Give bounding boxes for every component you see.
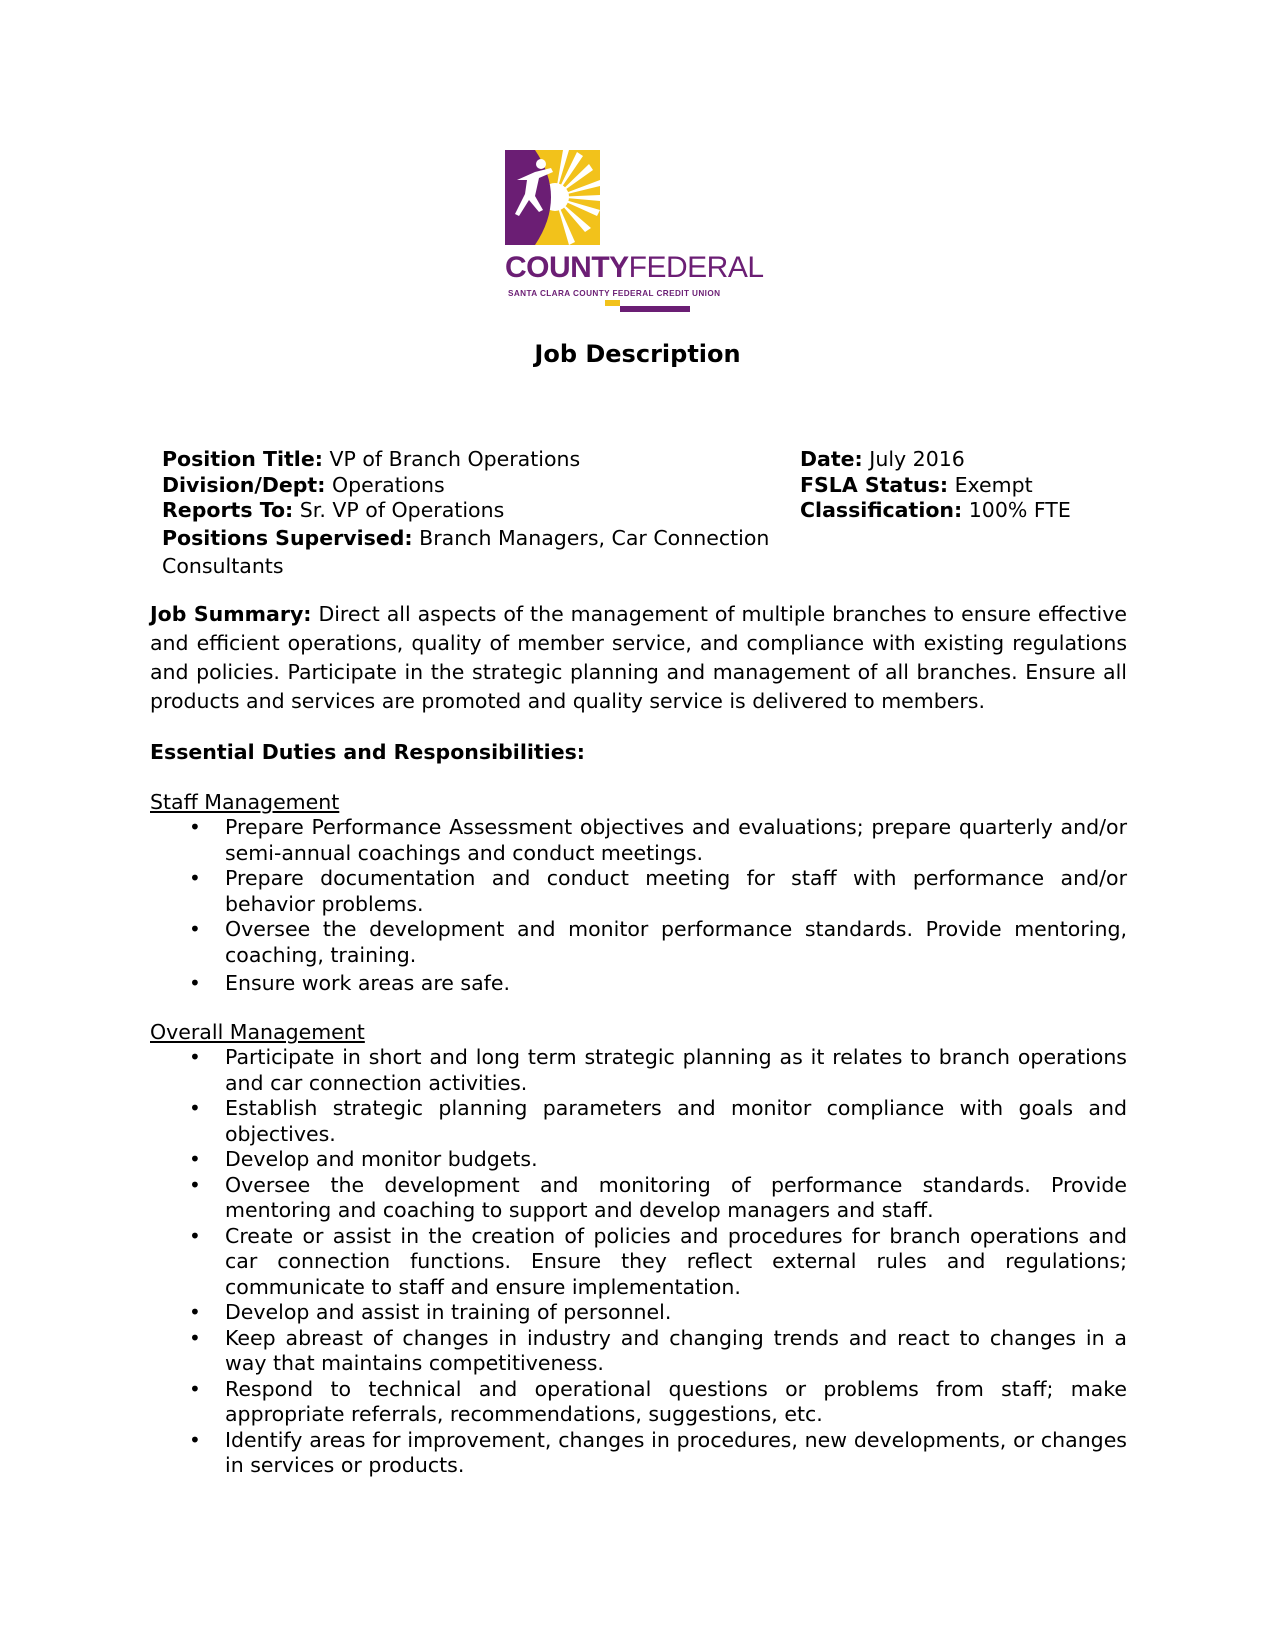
list-item-text: Respond to technical and operational questions or problems from staff; make appropriate referrals, recommendations, suggestions, etc. [225,1376,1127,1426]
logo-wordmark [505,253,765,283]
logo-brand-bold: COUNTY [505,251,629,284]
list-item [150,917,1127,968]
classification-label: Classification: [800,498,963,522]
bullet-icon: • [189,1147,201,1171]
job-summary-text: Direct all aspects of the management of multiple branches to ensure effective and efficient operations, quality of member service, and compliance with existing regulations and policies. Participate in the strategic planning and management of all branches. Ensure all products and services are promoted and quality service is delivered to members. [150,602,1127,713]
reports-to-label: Reports To: [162,498,294,522]
list-item-text: Develop and monitor budgets. [225,1147,538,1171]
bullet-icon: • [189,1325,201,1350]
bullet-icon: • [189,1223,201,1248]
list-item-text: Oversee the development and monitoring of performance standards. Provide mentoring and coaching to support and develop managers and staff. [225,1172,1127,1222]
bullet-icon: • [189,815,201,839]
bullet-icon: • [189,1172,201,1197]
positions-supervised-value: Branch Managers, Car Connection Consultants [162,525,770,578]
logo-bar-gold [605,300,620,306]
list-item [150,1045,1127,1096]
date-label: Date: [800,447,863,471]
position-info [162,447,782,580]
bullet-icon: • [189,917,201,941]
staff-management-heading: Staff Management [150,790,340,814]
date-row [800,447,1220,473]
list-item-text: Create or assist in the creation of policies and procedures for branch operations and car connection functions. Ensure they reflect external rules and regulations; communicate to staff and ensure implementation. [225,1223,1127,1299]
page-title: Job Description [534,340,741,368]
list-item [150,815,1127,866]
list-item [150,971,1127,997]
list-item-text: Oversee the development and monitor performance standards. Provide mentoring, coaching, training. [225,917,1127,967]
fsla-row [800,473,1220,499]
overall-management-heading: Overall Management [150,1020,365,1044]
list-item-text: Prepare Performance Assessment objectives and evaluations; prepare quarterly and/or semi-annual coachings and conduct meetings. [225,815,1127,865]
position-title-value: VP of Branch Operations [329,447,581,471]
list-item-text: Ensure work areas are safe. [225,971,511,995]
list-item [150,1173,1127,1224]
list-item-text: Keep abreast of changes in industry and changing trends and react to changes in a way that maintains competitiveness. [225,1325,1127,1375]
logo-emblem-icon [505,150,600,245]
list-item [150,1428,1127,1479]
bullet-icon: • [189,1096,201,1120]
list-item [150,1326,1127,1377]
positions-supervised-row [162,524,782,580]
logo-brand-light: FEDERAL [628,251,764,284]
status-info [800,447,1220,524]
list-item-text: Participate in short and long term strategic planning as it relates to branch operations and car connection activities. [225,1045,1127,1095]
division-row [162,473,782,499]
list-item-text: Develop and assist in training of personnel. [225,1300,672,1324]
positions-supervised-label: Positions Supervised: [162,525,413,550]
company-logo [505,150,765,315]
bullet-icon: • [189,1045,201,1069]
bullet-icon: • [189,1300,201,1324]
bullet-icon: • [189,1427,201,1452]
list-item [150,1300,1127,1326]
bullet-icon: • [189,1376,201,1401]
overall-management-list [150,1045,1127,1479]
list-item [150,1096,1127,1147]
classification-row [800,498,1220,524]
list-item [150,1377,1127,1428]
logo-bar-purple [620,306,690,312]
list-item-text: Establish strategic planning parameters and monitor compliance with goals and objectives. [225,1096,1127,1146]
list-item-text: Prepare documentation and conduct meeting for staff with performance and/or behavior problems. [225,866,1127,916]
list-item [150,1147,1127,1173]
fsla-label: FSLA Status: [800,472,949,497]
classification-value: 100% FTE [968,498,1071,522]
logo-tagline: SANTA CLARA COUNTY FEDERAL CREDIT UNION [508,289,721,298]
list-item [150,866,1127,917]
bullet-icon: • [189,866,201,890]
staff-management-list [150,815,1127,997]
list-item-text: Identify areas for improvement, changes in procedures, new developments, or changes in services or products. [225,1427,1127,1477]
bullet-icon: • [189,971,201,995]
job-summary [150,600,1127,716]
division-value: Operations [331,472,445,497]
division-label: Division/Dept: [162,472,326,497]
fsla-value: Exempt [954,472,1033,497]
position-title-row [162,447,782,473]
position-title-label: Position Title: [162,447,323,471]
date-value: July 2016 [869,447,965,471]
reports-to-row [162,498,782,524]
job-summary-label: Job Summary: [150,602,312,626]
list-item [150,1224,1127,1301]
reports-to-value: Sr. VP of Operations [299,498,505,522]
duties-heading: Essential Duties and Responsibilities: [150,740,586,764]
